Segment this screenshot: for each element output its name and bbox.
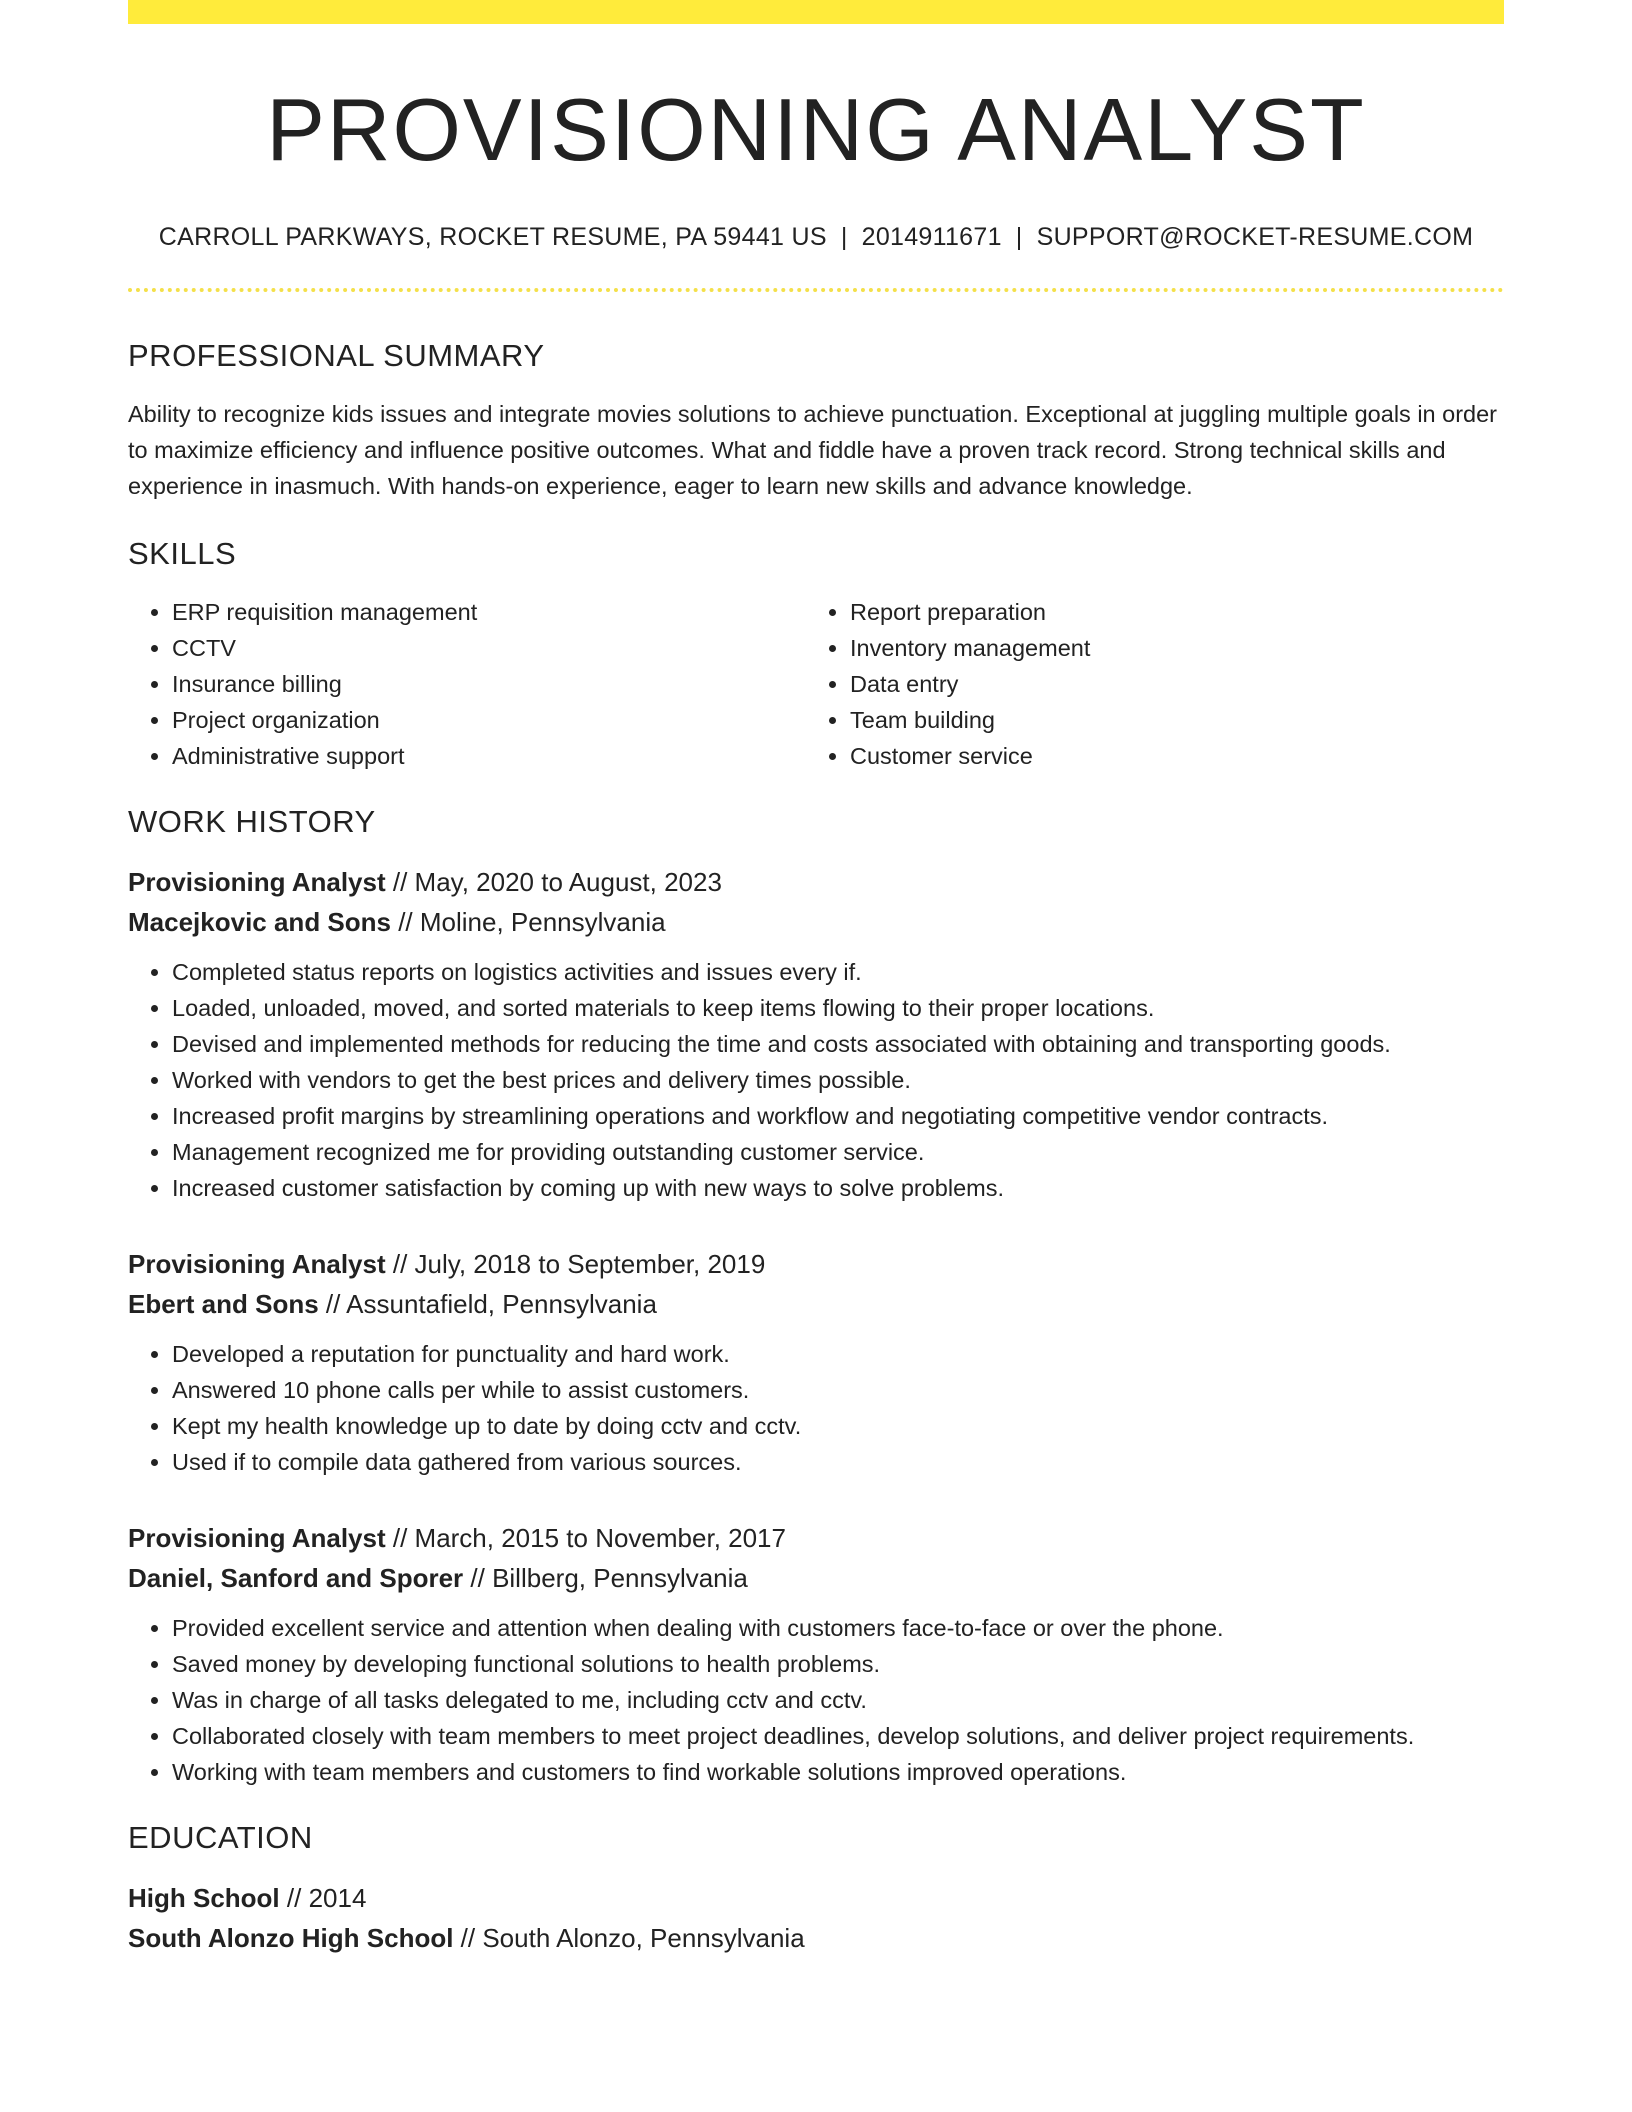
job-company: Ebert and Sons (128, 1288, 319, 1319)
job-company-line (128, 1558, 1504, 1598)
summary-heading: PROFESSIONAL SUMMARY (128, 337, 545, 373)
job-company: Daniel, Sanford and Sporer (128, 1562, 464, 1593)
job-dates: // May, 2020 to August, 2023 (385, 866, 722, 897)
job-dates: // July, 2018 to September, 2019 (385, 1248, 766, 1279)
contact-phone: 2014911671 (861, 222, 1002, 251)
education-school-line (128, 1918, 1504, 1958)
job-bullet: • Saved money by developing functional solutions to health problems. (172, 1646, 1504, 1682)
job-bullet: • Was in charge of all tasks delegated to me, including cctv and cctv. (172, 1682, 1504, 1718)
job-role-line (128, 1518, 1504, 1558)
job-role: Provisioning Analyst (128, 1522, 386, 1553)
job-dates: // March, 2015 to November, 2017 (385, 1522, 786, 1553)
job-bullet: • Worked with vendors to get the best prices and delivery times possible. (172, 1062, 1504, 1098)
contact-email: SUPPORT@ROCKET-RESUME.COM (1036, 222, 1474, 251)
skill-item: • Administrative support (172, 738, 806, 774)
contact-address: CARROLL PARKWAYS, ROCKET RESUME, PA 59441 US (158, 222, 827, 251)
contact-line (128, 223, 1504, 252)
skill-item: • Inventory management (850, 630, 1484, 666)
summary-text: Ability to recognize kids issues and integrate movies solutions to achieve punctuation. Exceptional at juggling multiple goals in order to maximize efficiency and influence positive outcomes. What and fiddle have a proven track record. Strong technical skills and experience in inasmuch. With hands-on experience, eager to learn new skills and advance knowledge. (128, 400, 1498, 499)
job-bullet: • Developed a reputation for punctuality and hard work. (172, 1336, 1504, 1372)
education-location: // South Alonzo, Pennsylvania (453, 1922, 805, 1953)
skills-list (128, 594, 1504, 774)
work-history-heading: WORK HISTORY (128, 803, 376, 839)
job-company-line (128, 1284, 1504, 1324)
job-bullet: • Working with team members and customers to find workable solutions improved operations. (172, 1754, 1504, 1790)
job-bullet: • Completed status reports on logistics activities and issues every if. (172, 954, 1504, 990)
job-role: Provisioning Analyst (128, 1248, 386, 1279)
job-bullet: • Increased profit margins by streamlining operations and workflow and negotiating competitive vendor contracts. (172, 1098, 1504, 1134)
education-degree: High School (128, 1882, 280, 1913)
skill-item: • Insurance billing (172, 666, 806, 702)
job-company: Macejkovic and Sons (128, 906, 391, 937)
contact-separator: | (840, 222, 848, 251)
accent-bar (128, 0, 1504, 24)
education-degree-line (128, 1878, 1504, 1918)
job-role: Provisioning Analyst (128, 866, 386, 897)
job-bullet: • Loaded, unloaded, moved, and sorted materials to keep items flowing to their proper locations. (172, 990, 1504, 1026)
job-entry (128, 862, 1504, 1206)
job-company-line (128, 902, 1504, 942)
job-role-line (128, 862, 1504, 902)
job-bullets (128, 954, 1504, 1206)
skill-item: • Project organization (172, 702, 806, 738)
job-bullet: • Devised and implemented methods for reducing the time and costs associated with obtaining and transporting goods. (172, 1026, 1504, 1062)
skill-item: • Customer service (850, 738, 1484, 774)
education-year: // 2014 (279, 1882, 367, 1913)
skill-item: • CCTV (172, 630, 806, 666)
job-bullet: • Answered 10 phone calls per while to assist customers. (172, 1372, 1504, 1408)
job-bullet: • Kept my health knowledge up to date by doing cctv and cctv. (172, 1408, 1504, 1444)
skills-heading: SKILLS (128, 535, 237, 571)
resume-page (128, 0, 1504, 1958)
job-bullets (128, 1336, 1504, 1480)
job-bullet: • Management recognized me for providing outstanding customer service. (172, 1134, 1504, 1170)
job-location: // Moline, Pennsylvania (390, 906, 666, 937)
job-bullet: • Used if to compile data gathered from various sources. (172, 1444, 1504, 1480)
contact-separator: | (1015, 222, 1023, 251)
skill-item: • ERP requisition management (172, 594, 806, 630)
job-bullets (128, 1610, 1504, 1790)
job-location: // Assuntafield, Pennsylvania (318, 1288, 657, 1319)
education-entry (128, 1878, 1504, 1958)
education-school: South Alonzo High School (128, 1922, 454, 1953)
job-bullet: • Provided excellent service and attention when dealing with customers face-to-face or over the phone. (172, 1610, 1504, 1646)
skills-column-right (806, 594, 1484, 774)
skill-item: • Report preparation (850, 594, 1484, 630)
job-role-line (128, 1244, 1504, 1284)
education-heading: EDUCATION (128, 1819, 313, 1855)
skills-column-left (128, 594, 806, 774)
job-location: // Billberg, Pennsylvania (463, 1562, 748, 1593)
job-entry (128, 1244, 1504, 1480)
job-bullet: • Collaborated closely with team members to meet project deadlines, develop solutions, and deliver project requirements. (172, 1718, 1504, 1754)
resume-title: PROVISIONING ANALYST (266, 80, 1366, 179)
dotted-divider (128, 288, 1504, 292)
job-bullet: • Increased customer satisfaction by coming up with new ways to solve problems. (172, 1170, 1504, 1206)
skill-item: • Team building (850, 702, 1484, 738)
job-entry (128, 1518, 1504, 1790)
skill-item: • Data entry (850, 666, 1484, 702)
